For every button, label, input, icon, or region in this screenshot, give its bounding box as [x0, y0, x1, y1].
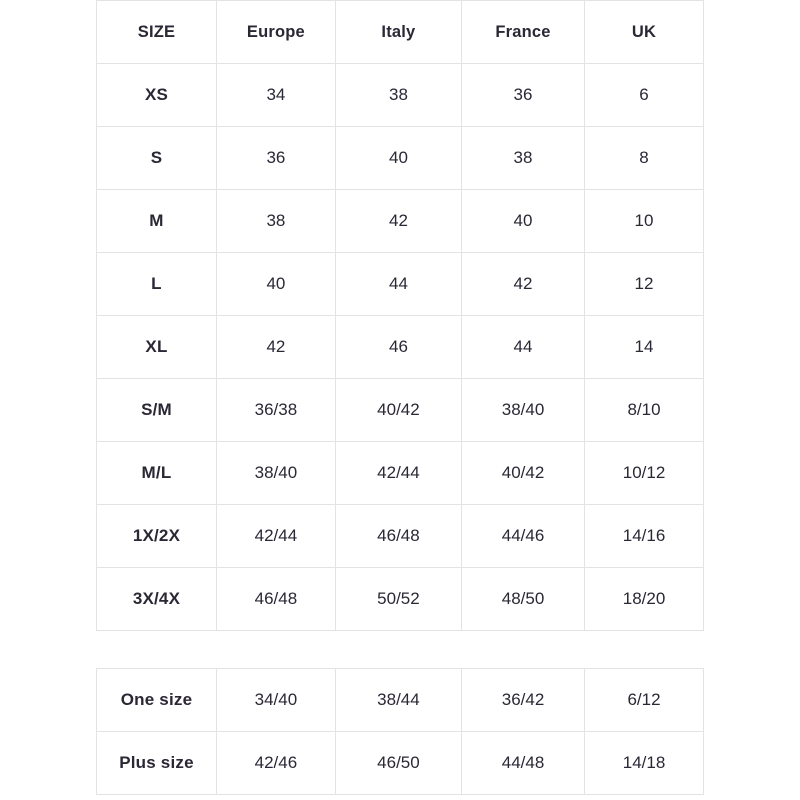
cell-europe: 38/40 — [216, 442, 335, 505]
cell-italy: 42/44 — [335, 442, 461, 505]
combined-size-table — [96, 668, 704, 795]
table-row — [97, 505, 704, 568]
row-label: XS — [97, 64, 217, 127]
cell-france: 42 — [462, 253, 585, 316]
row-label: L — [97, 253, 217, 316]
cell-uk: 10 — [585, 190, 704, 253]
cell-europe: 34/40 — [216, 669, 335, 732]
cell-europe: 42/46 — [216, 732, 335, 795]
row-label: S/M — [97, 379, 217, 442]
standard-size-table-wrapper — [96, 0, 704, 631]
cell-italy: 50/52 — [335, 568, 461, 631]
cell-italy: 38/44 — [335, 669, 461, 732]
cell-europe: 38 — [216, 190, 335, 253]
table-row — [97, 64, 704, 127]
standard-size-table — [96, 0, 704, 631]
column-header-france: France — [462, 1, 585, 64]
table-row — [97, 316, 704, 379]
row-label: M — [97, 190, 217, 253]
cell-italy: 44 — [335, 253, 461, 316]
table-row — [97, 190, 704, 253]
cell-europe: 42/44 — [216, 505, 335, 568]
table-header — [97, 1, 704, 64]
cell-uk: 14 — [585, 316, 704, 379]
cell-uk: 6/12 — [585, 669, 704, 732]
row-label: S — [97, 127, 217, 190]
table-row — [97, 379, 704, 442]
row-label: One size — [97, 669, 217, 732]
cell-uk: 8 — [585, 127, 704, 190]
column-header-uk: UK — [585, 1, 704, 64]
cell-uk: 8/10 — [585, 379, 704, 442]
table-row — [97, 253, 704, 316]
cell-europe: 46/48 — [216, 568, 335, 631]
cell-italy: 40/42 — [335, 379, 461, 442]
cell-europe: 34 — [216, 64, 335, 127]
cell-uk: 6 — [585, 64, 704, 127]
cell-france: 48/50 — [462, 568, 585, 631]
cell-italy: 40 — [335, 127, 461, 190]
cell-italy: 46/48 — [335, 505, 461, 568]
cell-europe: 42 — [216, 316, 335, 379]
cell-uk: 14/18 — [585, 732, 704, 795]
table-row — [97, 442, 704, 505]
column-header-italy: Italy — [335, 1, 461, 64]
cell-uk: 18/20 — [585, 568, 704, 631]
cell-france: 38/40 — [462, 379, 585, 442]
cell-italy: 46 — [335, 316, 461, 379]
cell-uk: 10/12 — [585, 442, 704, 505]
cell-france: 44 — [462, 316, 585, 379]
column-header-size: SIZE — [97, 1, 217, 64]
cell-uk: 14/16 — [585, 505, 704, 568]
cell-uk: 12 — [585, 253, 704, 316]
cell-france: 38 — [462, 127, 585, 190]
cell-france: 44/46 — [462, 505, 585, 568]
cell-france: 44/48 — [462, 732, 585, 795]
combined-size-table-wrapper — [96, 668, 704, 795]
cell-europe: 36 — [216, 127, 335, 190]
cell-europe: 40 — [216, 253, 335, 316]
cell-italy: 38 — [335, 64, 461, 127]
cell-europe: 36/38 — [216, 379, 335, 442]
table-row — [97, 669, 704, 732]
table-row — [97, 127, 704, 190]
cell-france: 40 — [462, 190, 585, 253]
table-row — [97, 568, 704, 631]
row-label: 3X/4X — [97, 568, 217, 631]
row-label: M/L — [97, 442, 217, 505]
table-body — [97, 669, 704, 795]
table-body — [97, 64, 704, 631]
table-row — [97, 732, 704, 795]
cell-france: 40/42 — [462, 442, 585, 505]
table-header-row — [97, 1, 704, 64]
row-label: XL — [97, 316, 217, 379]
row-label: Plus size — [97, 732, 217, 795]
cell-italy: 46/50 — [335, 732, 461, 795]
cell-italy: 42 — [335, 190, 461, 253]
row-label: 1X/2X — [97, 505, 217, 568]
cell-france: 36 — [462, 64, 585, 127]
column-header-europe: Europe — [216, 1, 335, 64]
cell-france: 36/42 — [462, 669, 585, 732]
